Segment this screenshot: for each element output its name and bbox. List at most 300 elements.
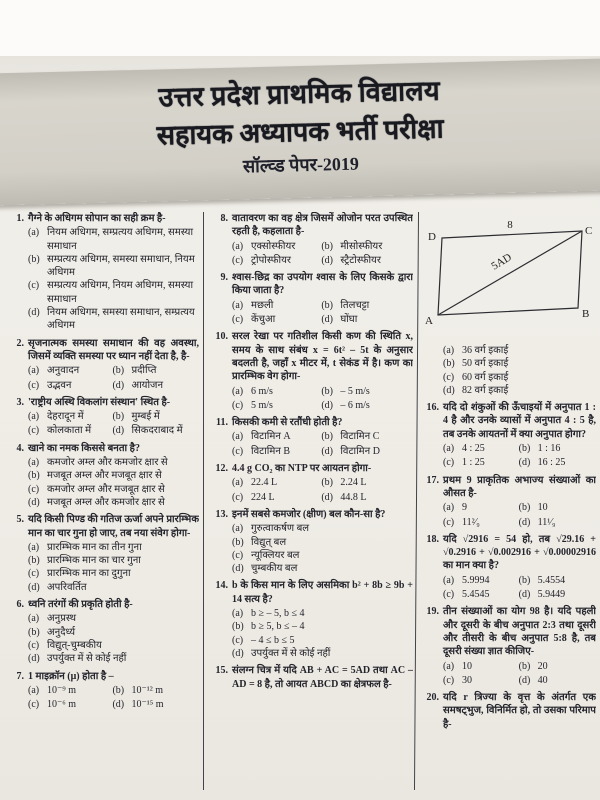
- option-item: [28, 626, 199, 639]
- option-item: [232, 240, 319, 253]
- question-text: गैग्ने के अधिगम सोपान का सही क्रम है-: [28, 213, 166, 224]
- option-label: (b): [443, 358, 455, 370]
- question-text: श्वास-छिद्र का उपयोग श्वास के लिए किसके द्वारा किया जाता है?: [232, 272, 413, 297]
- option-item: [112, 364, 199, 377]
- question-item: [211, 664, 413, 691]
- options-group: [443, 344, 596, 397]
- question-head: [422, 605, 596, 658]
- option-label: (c): [28, 379, 40, 391]
- rectangle-diagram: [422, 216, 594, 338]
- option-item: [232, 634, 413, 647]
- question-number: 1.: [16, 213, 24, 224]
- option-item: [443, 384, 596, 397]
- question-number: 4.: [16, 442, 24, 454]
- option-item: [443, 501, 517, 514]
- option-label: (b): [321, 299, 333, 311]
- page-title-line1: उत्तर प्रदेश प्राथमिक विद्यालय: [158, 75, 441, 113]
- question-head: [7, 337, 199, 364]
- option-label: (d): [28, 581, 40, 593]
- option-item: [28, 226, 199, 253]
- question-item: [211, 579, 413, 660]
- question-number: 16.: [426, 402, 439, 414]
- options-group: [28, 410, 199, 438]
- question-item: [211, 271, 413, 326]
- option-item: [112, 698, 199, 711]
- question-head: [211, 416, 413, 429]
- option-item: [443, 371, 596, 384]
- option-item: [28, 279, 199, 306]
- option-text: केंचुआ: [251, 314, 276, 326]
- option-text: सिकदराबाद में: [131, 425, 183, 437]
- option-label: (a): [232, 385, 244, 397]
- options-group: [443, 660, 596, 688]
- options-group: [232, 607, 413, 660]
- option-item: [232, 620, 413, 633]
- option-text: 2.24 L: [340, 477, 367, 489]
- question-head: [422, 474, 596, 501]
- option-label: (a): [28, 541, 40, 553]
- option-item: [28, 684, 110, 697]
- question-item: [7, 670, 199, 712]
- question-text: वातावरण का वह क्षेत्र जिसमें ओजोन परत उपस्थित रहती है, कहलाता है-: [232, 213, 413, 238]
- option-item: [443, 588, 517, 601]
- question-number: 11.: [216, 417, 228, 429]
- option-text: 82 वर्ग इकाई: [462, 384, 509, 396]
- option-item: [232, 549, 413, 562]
- option-label: (d): [232, 647, 244, 659]
- question-number: 17.: [426, 474, 439, 486]
- option-label: (d): [321, 445, 333, 457]
- option-text: चुम्बकीय बल: [251, 563, 298, 575]
- option-text: आयोजन: [131, 379, 164, 391]
- question-head: [422, 691, 596, 731]
- option-text: सम्प्रत्यय अधिगम, नियम अधिगम, समस्या समाधान: [47, 280, 194, 305]
- corner-label-d: D: [428, 231, 436, 243]
- option-item: [232, 299, 319, 312]
- option-item: [443, 442, 517, 455]
- option-item: [28, 469, 199, 482]
- question-column-2: [211, 212, 413, 798]
- question-head: [7, 513, 199, 540]
- diagonal-line: [438, 231, 582, 315]
- option-text: कोलकाता में: [47, 425, 92, 437]
- options-group: [443, 501, 596, 529]
- option-label: (b): [518, 660, 531, 672]
- option-label: (b): [112, 411, 125, 423]
- option-item: [112, 424, 199, 437]
- option-item: [232, 313, 319, 326]
- option-text: 1 : 16: [537, 443, 561, 455]
- option-label: (b): [112, 684, 125, 696]
- option-item: [232, 430, 319, 443]
- question-number: 15.: [215, 665, 228, 677]
- question-item: [422, 533, 596, 601]
- options-group: [28, 364, 199, 392]
- option-label: (a): [28, 457, 40, 469]
- option-text: विटामिन D: [340, 445, 380, 457]
- question-item: [7, 396, 199, 438]
- option-text: 50 वर्ग इकाई: [462, 358, 509, 370]
- option-text: विद्युत्-चुम्बकीय: [47, 639, 102, 651]
- question-number: 14.: [215, 580, 228, 592]
- option-text: 44.8 L: [340, 491, 367, 503]
- question-head: [211, 330, 413, 383]
- option-item: [28, 567, 199, 580]
- option-label: (b): [518, 574, 531, 586]
- option-label: (d): [518, 589, 531, 601]
- option-label: (c): [232, 254, 244, 266]
- option-item: [28, 379, 110, 392]
- options-group: [28, 456, 199, 509]
- option-label: (c): [443, 516, 455, 528]
- option-text: 4 : 25: [462, 443, 485, 455]
- option-item: [443, 456, 517, 469]
- option-label: (b): [232, 536, 244, 548]
- question-item: [211, 212, 413, 267]
- option-label: (d): [112, 425, 125, 437]
- option-label: (d): [321, 314, 333, 326]
- question-column-3: [422, 212, 596, 798]
- option-label: (d): [112, 379, 125, 391]
- option-text: विटामिन B: [251, 445, 291, 457]
- option-item: [28, 652, 199, 665]
- question-head: [211, 212, 413, 239]
- question-number: 18.: [426, 533, 439, 545]
- option-item: [321, 254, 413, 267]
- option-item: [232, 522, 413, 535]
- option-text: ट्रोपोस्फीयर: [251, 254, 291, 266]
- option-item: [232, 385, 319, 398]
- option-text: 20: [537, 660, 548, 672]
- option-item: [321, 240, 413, 253]
- question-number: 10.: [215, 331, 228, 343]
- option-label: (b): [28, 626, 40, 638]
- question-text: 4.4 g CO₂ का NTP पर आयतन होगा-: [232, 463, 372, 475]
- options-group: [28, 541, 199, 594]
- question-item: [422, 691, 596, 731]
- option-label: (c): [28, 425, 40, 437]
- option-label: (c): [232, 634, 244, 646]
- question-head: [7, 396, 199, 409]
- option-text: मछली: [251, 299, 274, 311]
- option-label: (a): [232, 431, 244, 443]
- option-label: (c): [28, 639, 40, 651]
- option-label: (b): [321, 240, 333, 252]
- question-item: [211, 416, 413, 458]
- top-side-length-label: 8: [507, 219, 513, 231]
- option-item: [232, 647, 413, 660]
- corner-label-a: A: [425, 315, 433, 327]
- question-head: [211, 664, 413, 691]
- option-label: (b): [28, 470, 40, 482]
- option-item: [443, 344, 596, 357]
- option-text: 10⁻⁹ m: [47, 684, 77, 696]
- option-label: (b): [112, 365, 125, 377]
- option-text: – 6 m/s: [340, 399, 370, 411]
- option-item: [28, 698, 110, 711]
- option-text: गुरुत्वाकर्षण बल: [251, 523, 310, 535]
- option-item: [28, 612, 199, 625]
- option-item: [321, 313, 413, 326]
- question-item: [7, 442, 199, 509]
- option-text: 30: [462, 674, 472, 686]
- question-text: b के किस मान के लिए असमिका b² + 8b ≥ 9b + 14 सत्य है?: [232, 580, 413, 605]
- options-group: [28, 684, 199, 712]
- diagonal-label: 5AD: [489, 251, 514, 273]
- option-label: (d): [321, 491, 333, 503]
- option-label: (a): [28, 684, 40, 696]
- option-item: [232, 562, 413, 575]
- option-item: [232, 536, 413, 549]
- question-head: [7, 598, 199, 611]
- option-label: (a): [232, 608, 244, 620]
- option-item: [443, 357, 596, 370]
- option-text: प्रदीप्ति: [131, 365, 157, 377]
- question-text: ध्वनि तरंगों की प्रकृति होती है-: [28, 599, 133, 611]
- option-label: (b): [518, 443, 531, 455]
- option-text: विद्युत् बल: [251, 536, 287, 548]
- option-text: नियम अधिगम, समस्या समाधान, सम्प्रत्यय अधिगम: [47, 307, 195, 332]
- page-title-line3: सॉल्व्ड पेपर-2019: [242, 153, 360, 177]
- option-item: [28, 253, 199, 280]
- option-text: तिलचट्टा: [340, 299, 370, 311]
- option-text: 11²⁄₉: [462, 516, 480, 528]
- option-text: विटामिन A: [251, 431, 291, 443]
- question-text: यदि किसी पिण्ड की गतिज ऊर्जा अपने प्रारम्भिक मान का चार गुना हो जाए, तब नया संवेग होगा-: [28, 514, 199, 539]
- option-label: (d): [518, 457, 531, 469]
- option-item: [28, 306, 199, 333]
- option-item: [28, 424, 110, 437]
- question-number: 3.: [16, 396, 24, 408]
- question-number: 2.: [16, 337, 24, 349]
- option-label: (b): [28, 253, 40, 265]
- option-item: [232, 445, 319, 458]
- option-item: [321, 430, 413, 443]
- option-label: (a): [232, 477, 244, 489]
- options-group: [443, 442, 596, 470]
- option-text: प्रारम्भिक मान का तीन गुना: [47, 541, 142, 553]
- question-number: 8.: [220, 213, 228, 224]
- option-text: 5.4545: [462, 589, 490, 601]
- option-label: (d): [28, 496, 40, 508]
- option-text: 6 m/s: [251, 385, 273, 397]
- option-text: अनुदैर्ध्य: [47, 626, 76, 638]
- question-text: यदि √2916 = 54 हो, तब √29.16 + √0.2916 + √0.002916 + √0.00002916 का मान क्या है?: [443, 533, 596, 572]
- option-text: देहरादून में: [47, 411, 84, 423]
- option-label: (b): [232, 621, 244, 633]
- option-label: (d): [321, 254, 333, 266]
- option-text: 11¹⁄₉: [537, 516, 556, 528]
- option-label: (b): [518, 502, 531, 514]
- option-text: 9: [462, 502, 467, 514]
- option-item: [443, 574, 517, 587]
- option-label: (c): [443, 674, 455, 686]
- option-text: 5 m/s: [251, 399, 273, 411]
- option-text: अनुवादन: [47, 365, 80, 377]
- option-item: [321, 476, 413, 489]
- option-label: (c): [28, 483, 40, 495]
- question-number: 12.: [215, 463, 228, 475]
- option-label: (d): [28, 653, 40, 665]
- page-title-line2: सहायक अध्यापक भर्ती परीक्षा: [156, 113, 444, 151]
- option-item: [28, 483, 199, 496]
- option-item: [321, 491, 413, 504]
- option-label: (a): [28, 365, 40, 377]
- option-item: [28, 410, 110, 423]
- question-item: [422, 474, 596, 529]
- option-item: [232, 491, 319, 504]
- option-item: [112, 410, 199, 423]
- question-text: किसकी कमी से रतौंधी होती है?: [232, 417, 343, 429]
- option-label: (c): [232, 491, 244, 503]
- option-label: (a): [443, 345, 455, 356]
- options-group: [232, 430, 413, 458]
- option-text: 10: [462, 660, 472, 672]
- option-item: [321, 445, 413, 458]
- question-number: 19.: [426, 606, 439, 618]
- option-label: (d): [518, 674, 531, 686]
- option-text: विटामिन C: [340, 431, 380, 443]
- question-item: [7, 513, 199, 594]
- question-text: यदि r त्रिज्या के वृत्त के अंतर्गत एक समषट्भुज, विनिर्मित हो, तो उसका परिमाप है-: [443, 692, 596, 730]
- question-item: [7, 337, 199, 392]
- option-text: नियम अधिगम, सम्प्रत्यय अधिगम, समस्या समाधान: [47, 227, 194, 252]
- option-text: मीसोस्फीयर: [340, 240, 383, 252]
- option-item: [443, 516, 517, 529]
- option-item: [28, 554, 199, 567]
- option-text: 224 L: [251, 491, 275, 503]
- option-text: 10⁻¹² m: [131, 684, 163, 696]
- option-label: (a): [443, 443, 455, 455]
- question-head: [211, 508, 413, 521]
- question-head: [211, 462, 413, 475]
- option-item: [519, 501, 596, 514]
- option-label: (c): [232, 445, 244, 457]
- option-text: मजबूत अम्ल और कमजोर क्षार से: [47, 496, 165, 508]
- question-number: 13.: [215, 508, 228, 520]
- options-group: [232, 385, 413, 413]
- option-label: (c): [443, 457, 455, 469]
- option-label: (a): [28, 613, 40, 625]
- option-label: (c): [28, 568, 40, 580]
- question-item: [422, 401, 596, 469]
- question-head: [211, 579, 413, 606]
- option-text: प्रारम्भिक मान का चार गुना: [47, 555, 141, 567]
- option-text: स्ट्रैटोस्फीयर: [340, 254, 381, 266]
- option-text: अनुप्रस्थ: [47, 613, 76, 625]
- option-label: (a): [443, 574, 455, 586]
- option-item: [232, 476, 319, 489]
- column-divider-1: [203, 212, 204, 790]
- option-text: एक्सोस्फीयर: [251, 240, 296, 252]
- option-label: (d): [321, 399, 333, 411]
- question-item: [211, 330, 413, 412]
- options-group: [232, 240, 413, 268]
- option-item: [321, 299, 413, 312]
- question-number: 5.: [16, 514, 24, 526]
- question-column-1: [7, 212, 199, 798]
- option-item: [519, 588, 596, 601]
- option-label: (a): [28, 227, 40, 239]
- option-item: [519, 574, 596, 587]
- question-text: 1 माइक्रॉन (μ) होता है –: [28, 670, 114, 682]
- option-text: 5.4554: [537, 574, 566, 586]
- option-text: 22.4 L: [251, 477, 278, 489]
- option-item: [28, 364, 110, 377]
- option-text: 40: [537, 674, 548, 686]
- question-item: [7, 598, 199, 665]
- question-number: 6.: [16, 599, 24, 611]
- option-item: [28, 541, 199, 554]
- option-text: घोंघा: [340, 314, 358, 326]
- option-label: (d): [232, 563, 244, 575]
- question-number: 20.: [426, 692, 439, 704]
- option-text: – 5 m/s: [340, 385, 370, 397]
- question-item: [422, 605, 596, 687]
- question-head: [211, 271, 413, 298]
- question-number: 9.: [220, 272, 228, 284]
- option-text: 5.9449: [537, 589, 566, 601]
- option-text: उपर्युक्त में से कोई नहीं: [251, 647, 331, 659]
- option-item: [28, 496, 199, 509]
- standalone-options: [422, 344, 596, 397]
- option-item: [519, 456, 596, 469]
- option-item: [443, 660, 517, 673]
- question-text: सरल रेखा पर गतिशील किसी कण की स्थिति x, समय के साथ संबंध x = 6t² – 5t के अनुसार बदलती है, जहाँ x मीटर में, t सेकंड में है। कण का प्रारम्भिक वेग होगा-: [232, 331, 413, 383]
- option-text: कमजोर अम्ल और कमजोर क्षार से: [47, 457, 168, 469]
- option-text: मुम्बई में: [131, 411, 160, 423]
- option-text: उद्भवन: [47, 379, 72, 391]
- question-number: 7.: [16, 670, 24, 682]
- option-text: 10⁻¹⁵ m: [131, 699, 164, 711]
- option-item: [321, 399, 413, 412]
- option-item: [232, 607, 413, 620]
- option-label: (a): [232, 299, 244, 311]
- option-item: [28, 581, 199, 594]
- option-item: [232, 254, 319, 267]
- option-label: (c): [28, 280, 40, 292]
- option-label: (a): [28, 411, 40, 423]
- option-item: [28, 639, 199, 652]
- option-item: [28, 456, 199, 469]
- options-group: [28, 226, 199, 332]
- option-label: (c): [28, 699, 40, 711]
- options-group: [232, 299, 413, 327]
- corner-label-b: B: [582, 308, 590, 320]
- question-text: तीन संख्याओं का योग 98 है। यदि पहली और दूसरी के बीच अनुपात 2:3 तथा दूसरी और तीसरी के बीच अनुपात 5:8 है, तब दूसरी संख्या ज्ञात कीजिए-: [443, 606, 596, 658]
- question-head: [422, 401, 596, 441]
- option-text: सम्प्रत्यय अधिगम, समस्या समाधान, नियम अधिगम: [47, 253, 195, 279]
- option-label: (c): [232, 314, 244, 326]
- question-text: यदि दो शंकुओं की ऊँचाइयों में अनुपात 1 : 4 है और उनके व्यासों में अनुपात 4 : 5 है, तब उनके आयतनों में क्या अनुपात होगा?: [443, 402, 596, 440]
- option-label: (d): [112, 699, 125, 711]
- options-group: [28, 612, 199, 665]
- question-item: [211, 462, 413, 504]
- question-head: [422, 533, 596, 573]
- options-group: [443, 574, 596, 602]
- option-text: 60 वर्ग इकाई: [462, 371, 509, 383]
- options-group: [232, 522, 413, 575]
- option-item: [443, 674, 517, 687]
- question-text: सृजनात्मक समस्या समाधान की वह अवस्था, जिसमें व्यक्ति समस्या पर ध्यान नहीं देता है, है-: [28, 337, 199, 362]
- option-text: b ≥ 5, b ≤ – 4: [251, 621, 305, 633]
- question-text: 'राष्ट्रीय अस्थि विकलांग संस्थान' स्थित है-: [28, 396, 171, 408]
- option-item: [112, 684, 199, 697]
- option-text: – 4 ≤ b ≤ 5: [251, 634, 295, 646]
- option-text: 16 : 25: [537, 457, 566, 469]
- option-label: (c): [443, 371, 455, 383]
- option-item: [321, 385, 413, 398]
